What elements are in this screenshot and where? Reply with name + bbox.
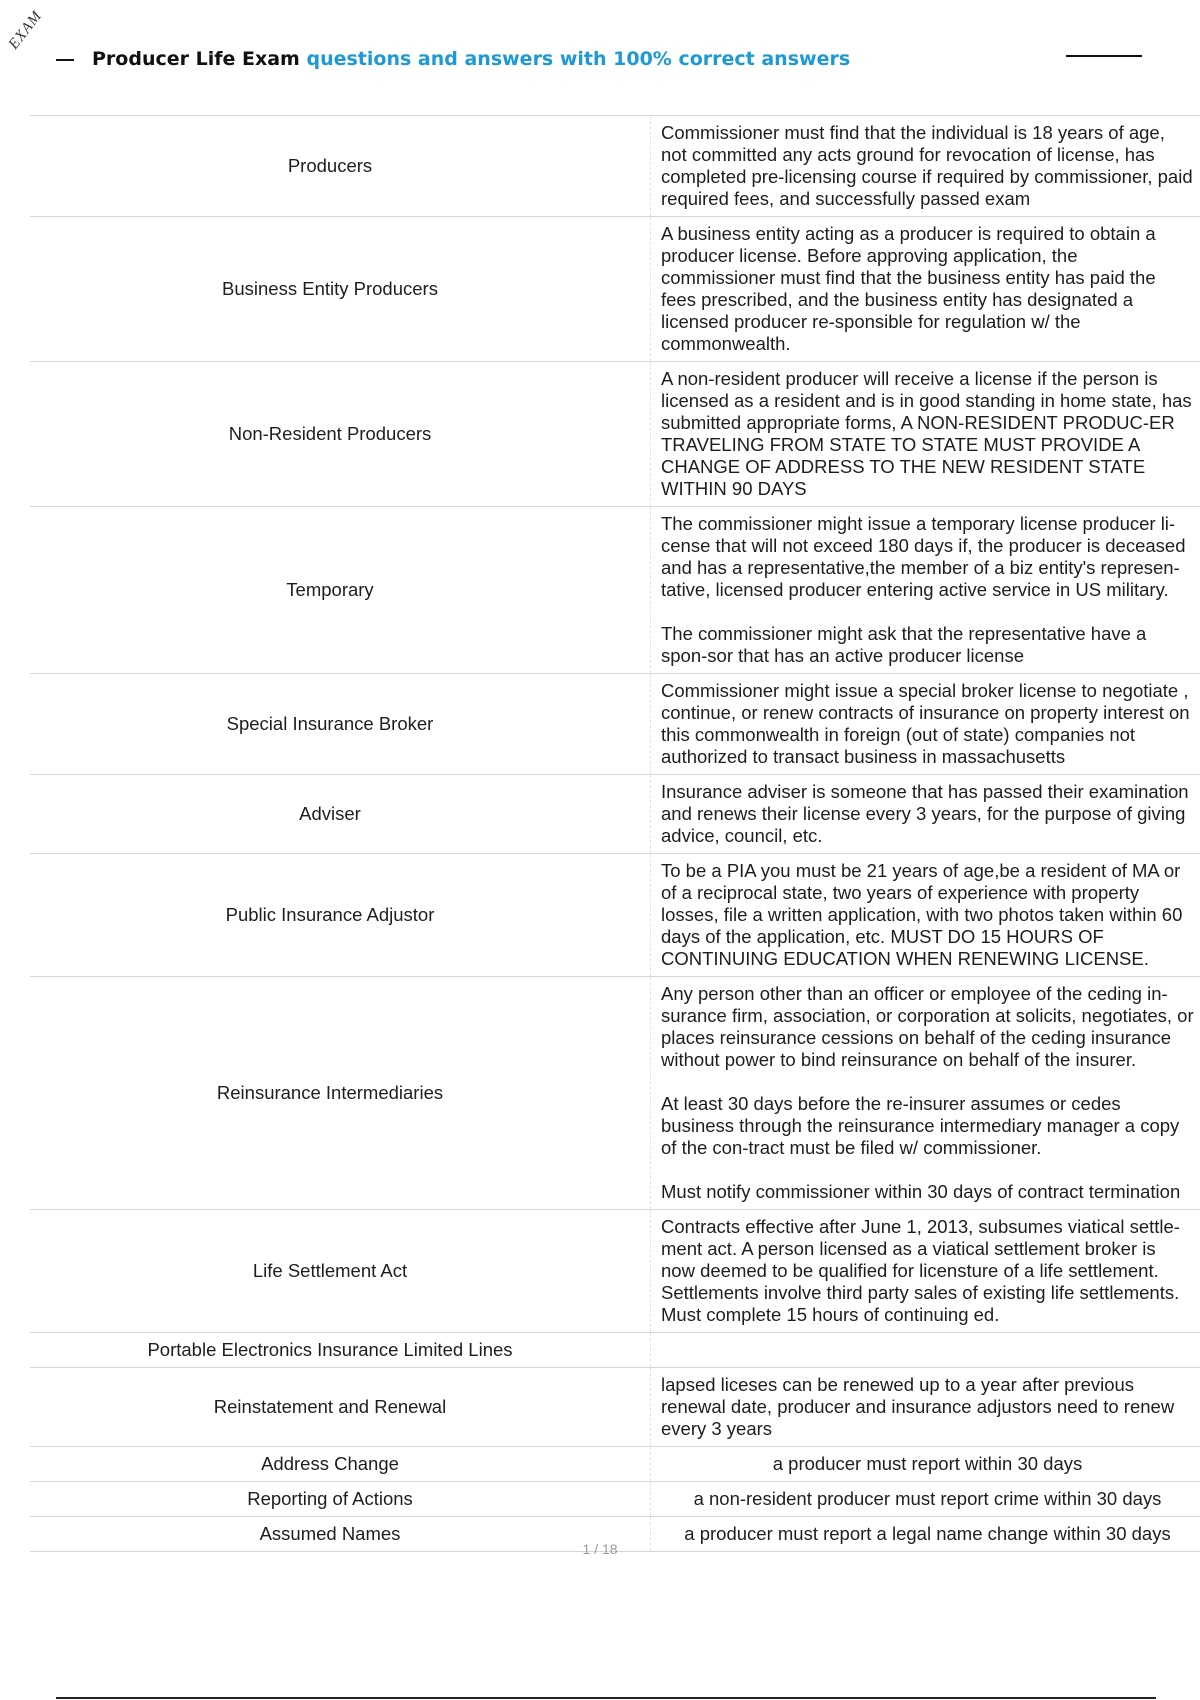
term-cell: Adviser: [30, 775, 651, 854]
definition-paragraph: Insurance adviser is someone that has passed their examination and renews their license every 3 years, for the purpose of giving advice, council, etc.: [661, 781, 1189, 846]
table-row: [30, 977, 1200, 1210]
definition-cell: [651, 1333, 1200, 1368]
term-cell: Business Entity Producers: [30, 217, 651, 362]
flashcard-table-body: [30, 116, 1200, 1552]
definition-cell: [651, 775, 1200, 854]
definition-paragraph: a non-resident producer must report crime within 30 days: [693, 1488, 1162, 1509]
table-row: [30, 362, 1200, 507]
table-row: [30, 1482, 1200, 1517]
term-cell: Reinstatement and Renewal: [30, 1368, 651, 1447]
table-row: [30, 1447, 1200, 1482]
term-cell: Reinsurance Intermediaries: [30, 977, 651, 1210]
definition-cell: [651, 362, 1200, 507]
table-row: [30, 1333, 1200, 1368]
document-header: [56, 46, 1156, 76]
definition-paragraph: To be a PIA you must be 21 years of age,be a resident of MA or of a reciprocal state, two years of experience with property losses, file a written application, with two photos taken within 60 days of the application, etc. MUST DO 15 HOURS OF CONTINUING EDUCATION WHEN RENEWING LICENSE.: [661, 860, 1183, 969]
term-cell: Address Change: [30, 1447, 651, 1482]
title-accent: questions and answers with 100% correct answers: [306, 48, 851, 70]
definition-paragraph: a producer must report a legal name change within 30 days: [684, 1523, 1171, 1544]
table-row: [30, 1210, 1200, 1333]
definition-cell: [651, 1447, 1200, 1482]
term-cell: Non-Resident Producers: [30, 362, 651, 507]
header-dash-left: [56, 59, 74, 61]
term-cell: Public Insurance Adjustor: [30, 854, 651, 977]
definition-cell: [651, 507, 1200, 674]
definition-cell: [651, 977, 1200, 1210]
header-dash-right: [1066, 55, 1142, 57]
definition-paragraph: lapsed liceses can be renewed up to a year after previous renewal date, producer and insurance adjustors need to renew every 3 years: [661, 1374, 1175, 1439]
flashcard-table: [30, 115, 1200, 1552]
title-bold: Producer Life Exam: [92, 48, 300, 70]
definition-cell: [651, 217, 1200, 362]
table-row: [30, 674, 1200, 775]
definition-paragraph: A business entity acting as a producer is required to obtain a producer license. Before approving application, the commissioner must find that the business entity has paid the fees prescribed, and the business entity has designated a licensed producer re-sponsible for regulation w/ the commonwealth.: [661, 223, 1156, 354]
term-cell: Reporting of Actions: [30, 1482, 651, 1517]
page-indicator: 1 / 18: [582, 1541, 618, 1557]
definition-paragraph: Commissioner might issue a special broker license to negotiate , continue, or renew contracts of insurance on property interest on this commonwealth in foreign (out of state) companies not authorized to transact business in massachusetts: [661, 680, 1190, 767]
definition-paragraph: Contracts effective after June 1, 2013, subsumes viatical settle-ment act. A person licensed as a viatical settlement broker is now deemed to be qualified for licensture of a life settlement. Settlements involve third party sales of existing life settlements. Must complete 15 hours of continuing ed.: [661, 1216, 1180, 1325]
term-cell: Life Settlement Act: [30, 1210, 651, 1333]
table-row: [30, 217, 1200, 362]
table-row: [30, 775, 1200, 854]
definition-cell: [651, 1482, 1200, 1517]
definition-cell: [651, 854, 1200, 977]
definition-paragraph: A non-resident producer will receive a license if the person is licensed as a resident and is in good standing in home state, has submitted appropriate forms, A NON-RESIDENT PRODUC-ER TRAVELING FROM STATE TO STATE MUST PROVIDE A CHANGE OF ADDRESS TO THE NEW RESIDENT STATE WITHIN 90 DAYS: [661, 368, 1192, 499]
definition-paragraph: Commissioner must find that the individual is 18 years of age, not committed any acts ground for revocation of license, has completed pre-licensing course if required by commissioner, paid required fees, and successfully passed exam: [661, 122, 1193, 209]
table-row: [30, 116, 1200, 217]
definition-cell: [651, 1210, 1200, 1333]
definition-paragraph: The commissioner might issue a temporary license producer li-cense that will not exceed 180 days if, the producer is deceased and has a representative,the member of a biz entity's represen-tative, licensed producer entering active service in US military.: [661, 513, 1186, 600]
term-cell: Portable Electronics Insurance Limited Lines: [30, 1333, 651, 1368]
definition-paragraph: Any person other than an officer or employee of the ceding in-surance firm, association, or corporation at solicits, negotiates, or places reinsurance cessions on behalf of the ceding insurance without power to bind reinsurance on behalf of the insurer.: [661, 983, 1194, 1070]
definition-cell: [651, 116, 1200, 217]
definition-paragraph: At least 30 days before the re-insurer assumes or cedes business through the reinsurance intermediary manager a copy of the con-tract must be filed w/ commissioner.: [661, 1093, 1180, 1158]
bottom-rule: [56, 1697, 1156, 1699]
term-cell: Temporary: [30, 507, 651, 674]
term-cell: Assumed Names: [30, 1517, 651, 1552]
definition-cell: [651, 1368, 1200, 1447]
definition-cell: [651, 674, 1200, 775]
exam-watermark: EXAM: [5, 7, 46, 53]
definition-paragraph: Must notify commissioner within 30 days of contract termination: [661, 1181, 1181, 1202]
definition-paragraph: a producer must report within 30 days: [772, 1453, 1083, 1474]
table-row: [30, 507, 1200, 674]
term-cell: Special Insurance Broker: [30, 674, 651, 775]
table-row: [30, 854, 1200, 977]
definition-paragraph: The commissioner might ask that the representative have a spon-sor that has an active producer license: [661, 623, 1147, 666]
table-row: [30, 1368, 1200, 1447]
document-title: [92, 48, 850, 70]
term-cell: Producers: [30, 116, 651, 217]
